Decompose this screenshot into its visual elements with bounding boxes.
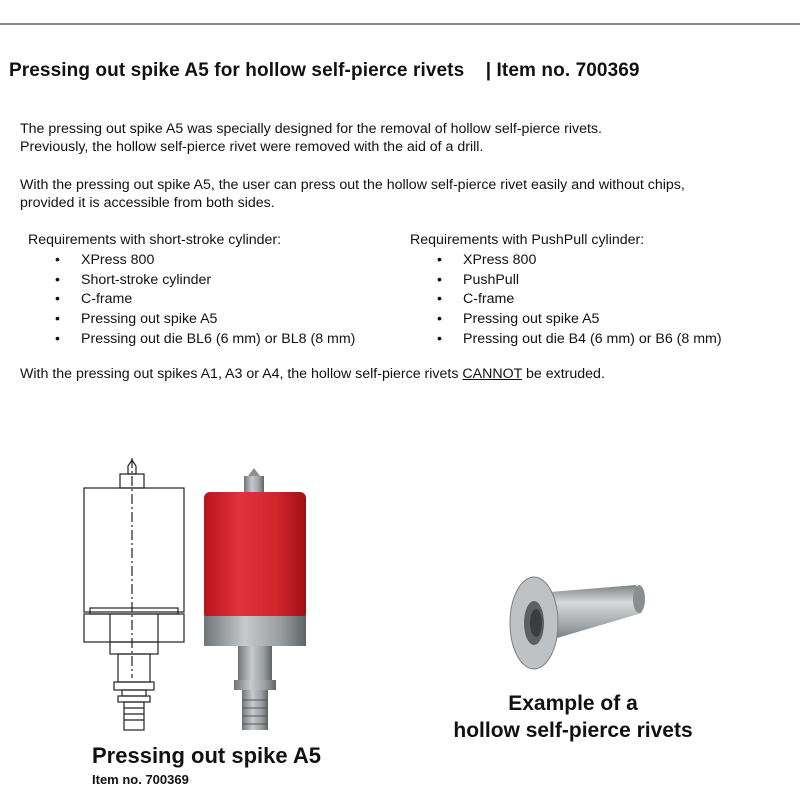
- list-item: • PushPull: [410, 271, 722, 291]
- intro-paragraph-2: [20, 176, 685, 212]
- spike-photo: [198, 468, 313, 738]
- list-item: • Pressing out spike A5: [28, 310, 355, 330]
- list-item: • Short-stroke cylinder: [28, 271, 355, 291]
- list-item: • Pressing out spike A5: [410, 310, 722, 330]
- list-item: • C-frame: [28, 290, 355, 310]
- page-title: Pressing out spike A5 for hollow self-pierce rivets | Item no. 700369: [9, 60, 640, 81]
- note-text: With the pressing out spikes A1, A3 or A4, the hollow self-pierce rivets: [20, 366, 463, 382]
- intro-line: Previously, the hollow self-pierce rivet were removed with the aid of a drill.: [20, 139, 484, 155]
- spike-item-number: Item no. 700369: [92, 772, 189, 787]
- list-item: • XPress 800: [410, 251, 722, 271]
- note-emphasis: CANNOT: [462, 366, 523, 382]
- requirements-pushpull: [410, 231, 722, 350]
- list-item: • Pressing out die B4 (6 mm) or B6 (8 mm): [410, 330, 722, 350]
- list-item: • XPress 800: [28, 251, 355, 271]
- requirements-heading: Requirements with short-stroke cylinder:: [28, 232, 282, 248]
- rivet-caption-line: Example of a: [508, 692, 638, 715]
- intro-paragraph-1: [20, 120, 602, 156]
- rivet-photo: [496, 565, 646, 675]
- list-item: • C-frame: [410, 290, 722, 310]
- note-text: be extruded.: [522, 366, 605, 382]
- intro-line: With the pressing out spike A5, the user can press out the hollow self-pierce rivet easily and without chips,: [20, 177, 685, 193]
- list-item: • Pressing out die BL6 (6 mm) or BL8 (8 mm): [28, 330, 355, 350]
- top-divider: [0, 23, 800, 25]
- compatibility-note: [20, 366, 605, 382]
- rivet-caption-line: hollow self-pierce rivets: [453, 719, 693, 742]
- requirements-list: [410, 251, 722, 350]
- requirements-heading: Requirements with PushPull cylinder:: [410, 232, 645, 248]
- spike-technical-drawing: [70, 458, 200, 740]
- rivet-caption: [420, 690, 726, 744]
- intro-line: provided it is accessible from both sides.: [20, 195, 275, 211]
- requirements-short-stroke: [28, 231, 355, 350]
- intro-line: The pressing out spike A5 was specially designed for the removal of hollow self-pierce rivets.: [20, 121, 602, 137]
- spike-caption: Pressing out spike A5: [92, 743, 322, 768]
- requirements-list: [28, 251, 355, 350]
